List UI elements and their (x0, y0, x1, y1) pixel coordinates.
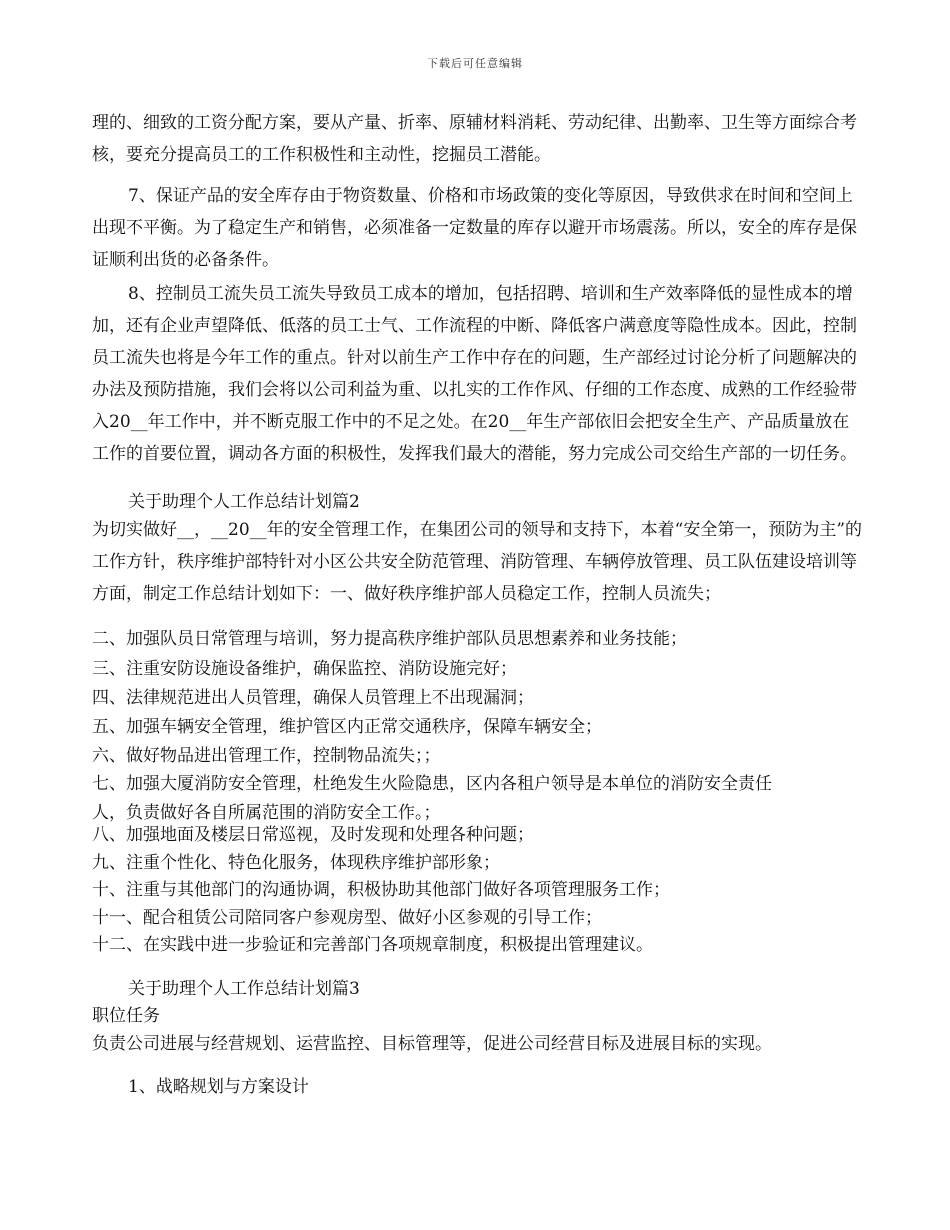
section-2-heading: 关于助理个人工作总结计划篇2 (128, 492, 360, 512)
list-item-continuation: 人，负责做好各自所属范围的消防安全工作。； (92, 803, 441, 823)
paragraph-3: 8、控制员工流失员工流失导致员工成本的增加，包括招聘、培训和生产效率降低的显性成本的增加，还有企业声望降低、低落的员工士气、工作流程的中断、降低客户满意度等隐性成本。因此，控制员工流失也将是今年工作的重点。针对以前生产工作中存在的问题，生产部经过讨论分析了问题解决的办法及预防措施，我们会将以公司利益为重、以扎实的工作作风、仔细的工作态度、成熟的工作经验带入20__年工作中，并不断克服工作中的不足之处。在20__年生产部依旧会把安全生产、产品质量放在工作的首要位置，调动各方面的积极性，发挥我们最大的潜能，努力完成公司交给生产部的一切任务。 (92, 284, 857, 464)
section-3-item-1: 1、战略规划与方案设计 (128, 1077, 309, 1097)
list-item: 十二、在实践中进一步验证和完善部门各项规章制度，积极提出管理建议。 (92, 935, 653, 955)
section-2-intro: 为切实做好__，__20__年的安全管理工作，在集团公司的领导和支持下，本着“安全第一，预防为主”的工作方针，秩序维护部特针对小区公共安全防范管理、消防管理、车辆停放管理、员工队伍建设培训等方面，制定工作总结计划如下：一、做好秩序维护部人员稳定工作，控制人员流失； (92, 520, 863, 604)
list-item: 五、加强车辆安全管理，维护管区内正常交通秩序，保障车辆安全； (92, 717, 602, 737)
paragraph-2: 7、保证产品的安全库存由于物资数量、价格和市场政策的变化等原因，导致供求在时间和空间上出现不平衡。为了稳定生产和销售，必须准备一定数量的库存以避开市场震荡。所以，安全的库存是保证顺利出货的必备条件。 (92, 186, 857, 270)
list-item: 四、法律规范进出人员管理，确保人员管理上不出现漏洞； (92, 688, 534, 708)
list-item: 七、加强大厦消防安全管理，杜绝发生火险隐患，区内各租户领导是本单位的消防安全责任 (92, 774, 772, 794)
section-3-subheading: 职位任务 (92, 1006, 160, 1026)
list-item: 六、做好物品进出管理工作，控制物品流失；； (92, 746, 441, 766)
list-item: 十、注重与其他部门的沟通协调，积极协助其他部门做好各项管理服务工作； (92, 880, 670, 900)
page-header: 下载后可任意编辑 (427, 57, 523, 70)
list-item: 八、加强地面及楼层日常巡视，及时发现和处理各种问题； (92, 825, 534, 845)
list-item: 十一、配合租赁公司陪同客户参观房型、做好小区参观的引导工作； (92, 908, 602, 928)
section-3-description: 负责公司进展与经营规划、运营监控、目标管理等，促进公司经营目标及进展目标的实现。 (92, 1034, 772, 1054)
section-3-heading: 关于助理个人工作总结计划篇3 (128, 979, 360, 999)
paragraph-1: 理的、细致的工资分配方案，要从产量、折率、原辅材料消耗、劳动纪律、出勤率、卫生等方面综合考核，要充分提高员工的工作积极性和主动性，挖掘员工潜能。 (92, 113, 857, 165)
list-item: 三、注重安防设施设备维护，确保监控、消防设施完好； (92, 659, 517, 679)
list-item: 九、注重个性化、特色化服务，体现秩序维护部形象； (92, 853, 500, 873)
list-item: 二、加强队员日常管理与培训，努力提高秩序维护部队员思想素养和业务技能； (92, 629, 687, 649)
